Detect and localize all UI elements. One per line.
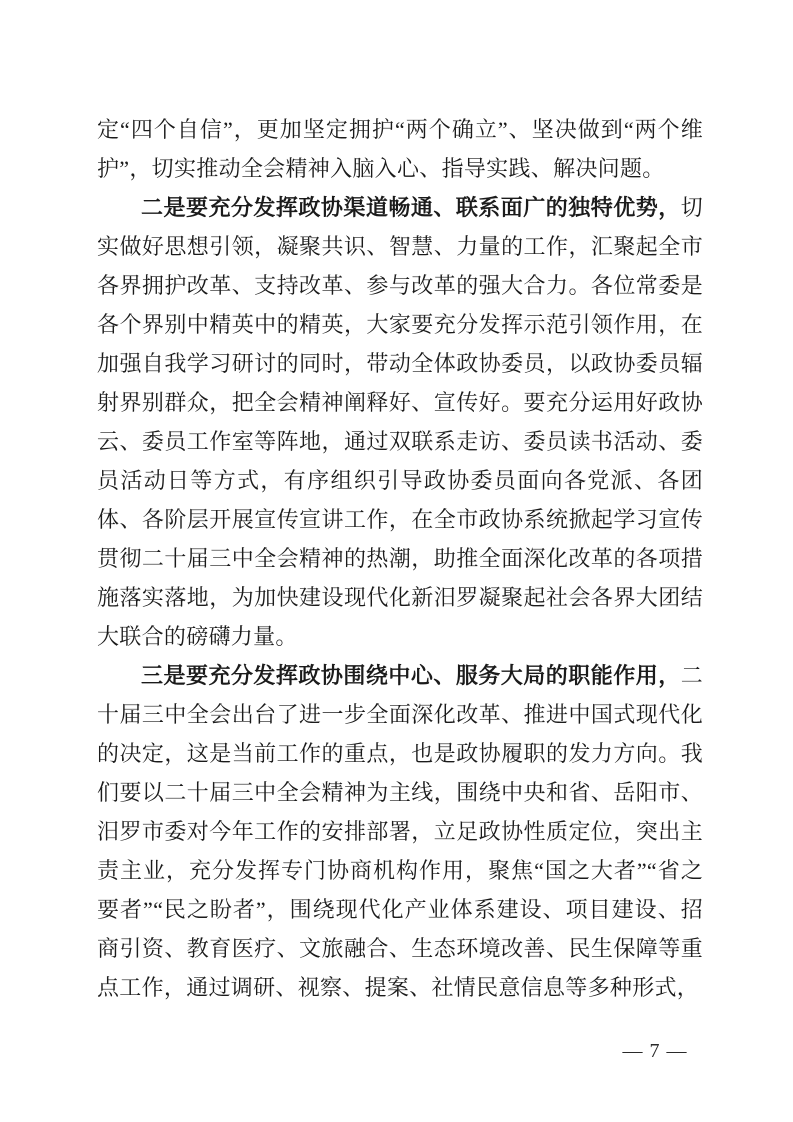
paragraph-text: 切实做好思想引领，凝聚共识、智慧、力量的工作，汇聚起全市各界拥护改革、支持改革、参与改革的强大合力。各位常委是各个界别中精英中的精英，大家要充分发挥示范引领作用，在加强自我学习研讨的同时，带动全体政协委员，以政协委员辐射界别群众，把全会精神阐释好、宣传好。要充分运用好政协云、委员工作室等阵地，通过双联系走访、委员读书活动、委员活动日等方式，有序组织引导政协委员面向各党派、各团体、各阶层开展宣传宣讲工作，在全市政协系统掀起学习宣传贯彻二十届三中全会精神的热潮，助推全面深化改革的各项措施落实落地，为加快建设现代化新汨罗凝聚起社会各界大团结大联合的磅礴力量。 (97, 195, 703, 649)
paragraph-text: 定“四个自信”，更加坚定拥护“两个确立”、坚决做到“两个维护”，切实推动全会精神入脑入心、指导实践、解决问题。 (97, 117, 703, 181)
document-content (97, 110, 703, 1007)
paragraph-3 (97, 656, 703, 1007)
paragraph-bold-lead: 三是要充分发挥政协围绕中心、服务大局的职能作用， (141, 663, 681, 688)
paragraph-2 (97, 188, 703, 656)
page-number: — 7 — (622, 1040, 688, 1062)
paragraph-text: 二十届三中全会出台了进一步全面深化改革、推进中国式现代化的决定，这是当前工作的重点，也是政协履职的发力方向。我们要以二十届三中全会精神为主线，围绕中央和省、岳阳市、汨罗市委对今年工作的安排部署，立足政协性质定位，突出主责主业，充分发挥专门协商机构作用，聚焦“国之大者”“省之要者”“民之盼者”，围绕现代化产业体系建设、项目建设、招商引资、教育医疗、文旅融合、生态环境改善、民生保障等重点工作，通过调研、视察、提案、社情民意信息等多种形式， (97, 663, 703, 1000)
paragraph-1 (97, 110, 703, 188)
paragraph-bold-lead: 二是要充分发挥政协渠道畅通、联系面广的独特优势， (141, 195, 681, 220)
